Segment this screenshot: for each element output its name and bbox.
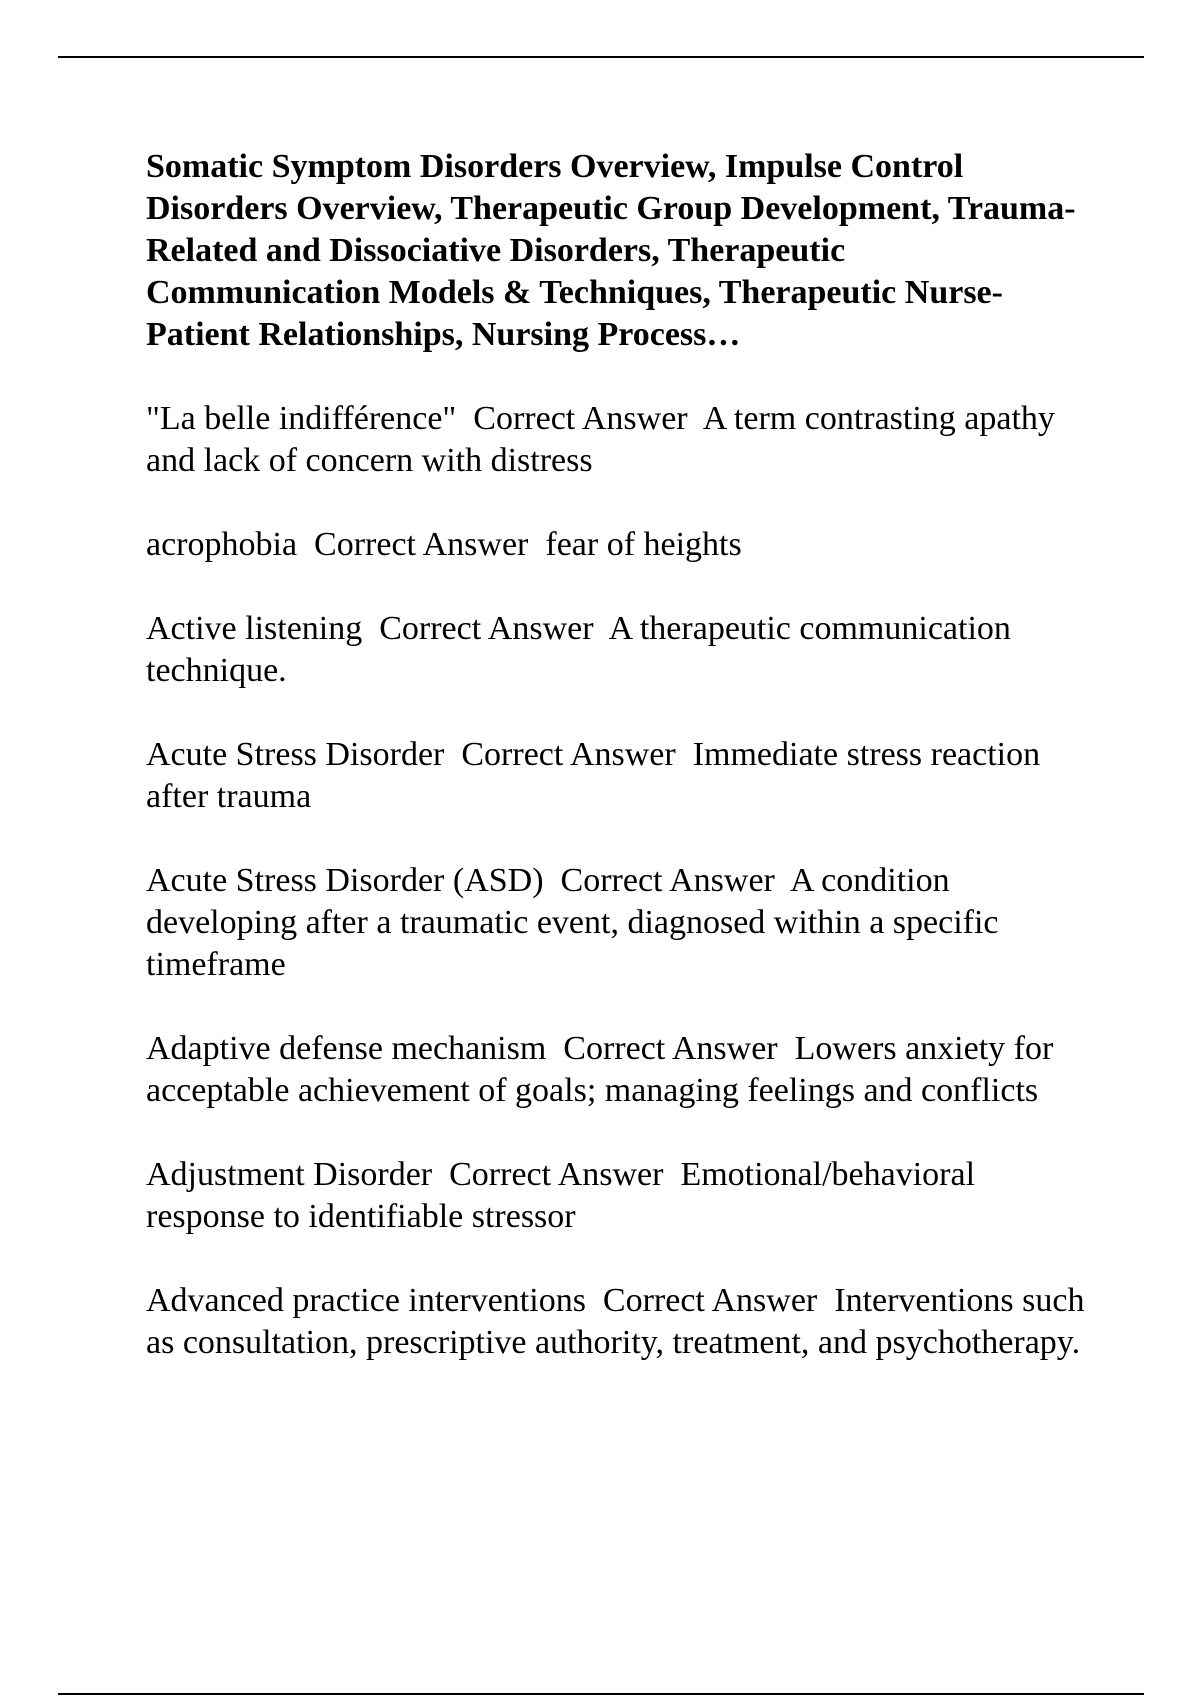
bottom-divider <box>58 1693 1144 1695</box>
document-title: Somatic Symptom Disorders Overview, Impulse Control Disorders Overview, Therapeutic Group Development, Trauma-Related and Dissociative Disorders, Therapeutic Communication Models & Techniques, Therapeutic Nurse-Patient Relationships, Nursing Process… <box>146 148 1076 353</box>
document-body <box>146 146 1093 1406</box>
flashcard-entry: Advanced practice interventions Correct Answer Interventions such as consultation, prescriptive authority, treatment, and psychotherapy. <box>146 1282 1093 1361</box>
flashcard-entry: Adaptive defense mechanism Correct Answer Lowers anxiety for acceptable achievement of goals; managing feelings and conflicts <box>146 1030 1062 1109</box>
flashcard-entry: Acute Stress Disorder (ASD) Correct Answer A condition developing after a traumatic event, diagnosed within a specific timeframe <box>146 862 1008 983</box>
flashcard-entry: "La belle indifférence" Correct Answer A term contrasting apathy and lack of concern with distress <box>146 400 1064 479</box>
flashcard-entry: Active listening Correct Answer A therapeutic communication technique. <box>146 610 1020 689</box>
top-divider <box>58 56 1144 58</box>
flashcard-entry: Adjustment Disorder Correct Answer Emotional/behavioral response to identifiable stressor <box>146 1156 984 1235</box>
flashcard-entry: acrophobia Correct Answer fear of heights <box>146 526 742 563</box>
flashcard-entry: Acute Stress Disorder Correct Answer Immediate stress reaction after trauma <box>146 736 1049 815</box>
